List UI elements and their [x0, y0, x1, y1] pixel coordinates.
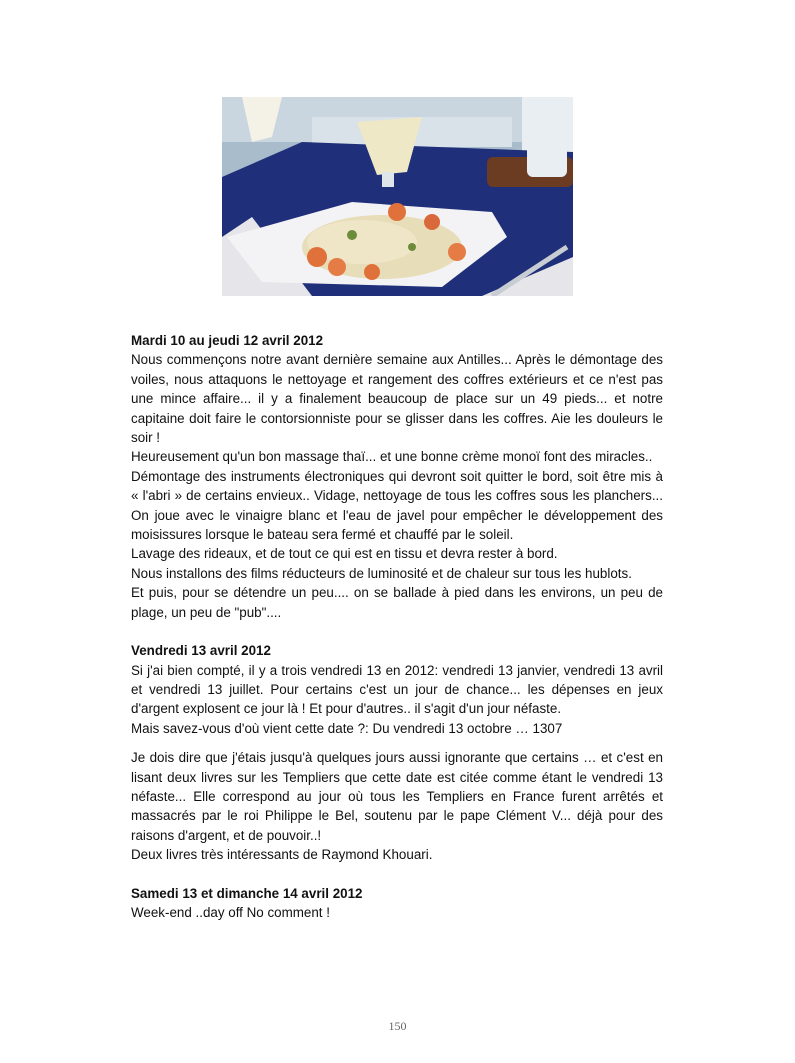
paragraph: Si j'ai bien compté, il y a trois vendredi 13 en 2012: vendredi 13 janvier, vendredi 13 avril et vendredi 13 juillet. Pour certains c'est un jour de chance... les dépenses en jeux d'argent explosent ce jour là ! Et pour d'autres.. il s'agit d'un jour néfaste.	[131, 662, 663, 717]
paragraph: Et puis, pour se détendre un peu.... on se ballade à pied dans les environs, un peu de plage, un peu de "pub"....	[131, 585, 663, 620]
paragraph: Mais savez-vous d'où vient cette date ?: Du vendredi 13 octobre … 1307	[131, 720, 563, 736]
paragraph: Je dois dire que j'étais jusqu'à quelques jours aussi ignorante que certains … et c'est en lisant deux livres sur les Templiers que cette date est citée comme étant le vendredi 13 néfaste... Elle correspond au jour où tous les Templiers en France furent arrêtés et massacrés par le roi Philippe le Bel, soutenu par le pape Clément V... déjà pour des raisons d'argent, et de pouvoir..!	[131, 750, 663, 843]
paragraph: Démontage des instruments électroniques qui devront soit quitter le bord, soit être mis à « l'abri » de certains envieux.. Vidage, nettoyage de tous les coffres sous les planchers... On joue avec le vinaigre blanc et l'eau de javel pour empêcher le développement des moisissures lorsque le bateau sera fermé et chauffé par le soleil.	[131, 468, 663, 543]
paragraph: Lavage des rideaux, et de tout ce qui est en tissu et devra rester à bord.	[131, 546, 558, 562]
page-number: 150	[388, 1019, 407, 1033]
paragraph: Nous installons des films réducteurs de luminosité et de chaleur sur tous les hublots.	[131, 565, 632, 581]
paragraph: Heureusement qu'un bon massage thaï... et une bonne crème monoï font des miracles..	[131, 449, 653, 465]
risotto-plate-photo	[222, 97, 573, 296]
paragraph: Week-end ..day off No comment !	[131, 904, 330, 920]
paragraph: Deux livres très intéressants de Raymond Khouari.	[131, 847, 433, 863]
section-heading: Vendredi 13 avril 2012	[131, 643, 271, 659]
section-heading: Mardi 10 au jeudi 12 avril 2012	[131, 333, 324, 348]
section-heading: Samedi 13 et dimanche 14 avril 2012	[131, 885, 363, 901]
paragraph: Nous commençons notre avant dernière semaine aux Antilles... Après le démontage des voiles, nous attaquons le nettoyage et rangement des coffres extérieurs et ce n'est pas une mince affaire... il y a finalement beaucoup de place sur un 49 pieds... et notre capitaine doit faire le contorsionniste pour se glisser dans les coffres. Aie les douleurs le soir !	[131, 352, 663, 446]
journal-text	[131, 331, 663, 922]
